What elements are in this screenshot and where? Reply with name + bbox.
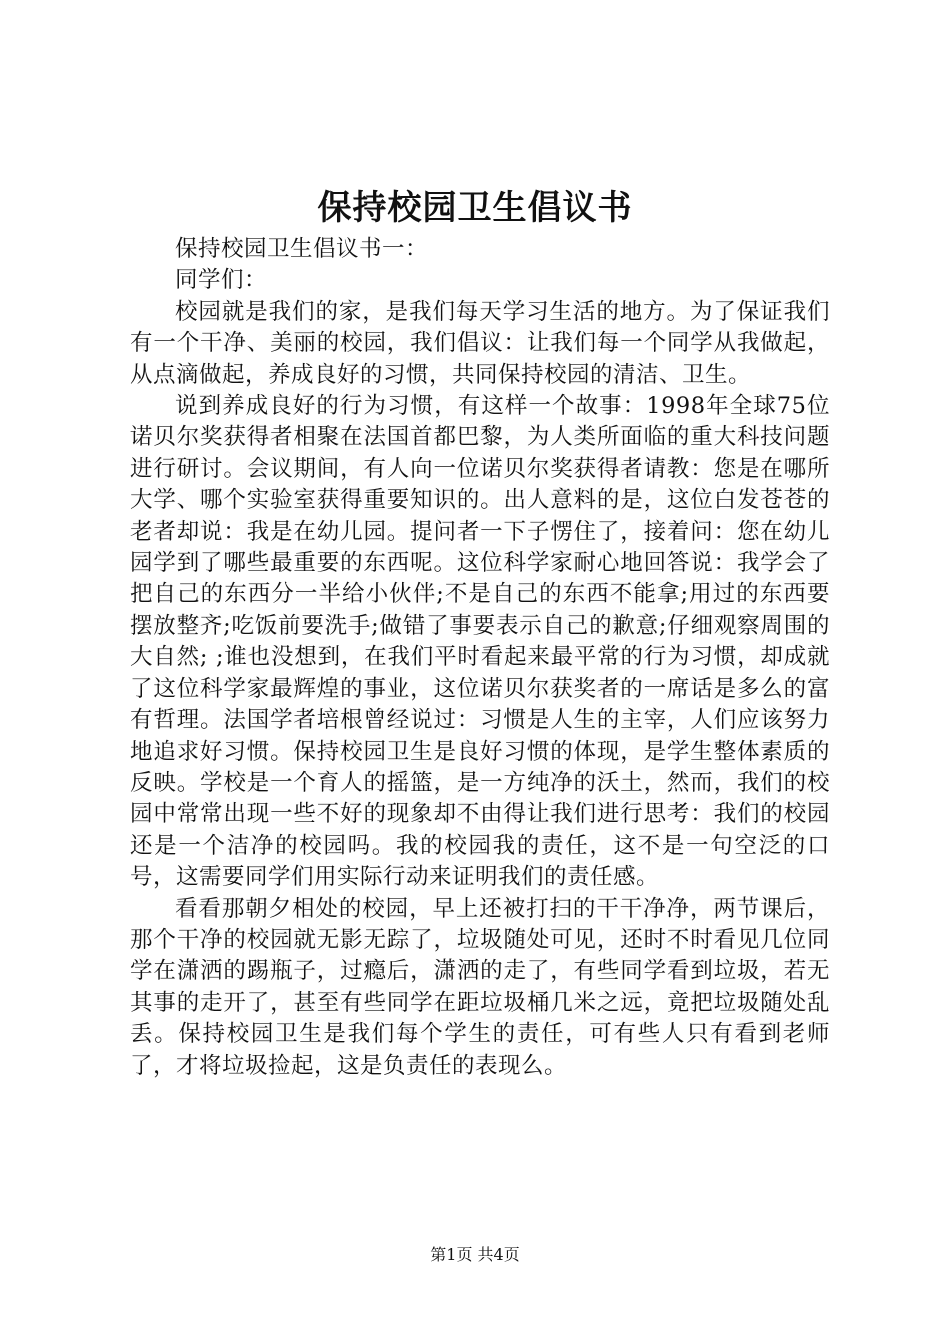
paragraph-story: 说到养成良好的行为习惯，有这样一个故事：1998年全球75位诺贝尔奖获得者相聚在法国首都巴黎，为人类所面临的重大科技问题进行研讨。会议期间，有人向一位诺贝尔奖获得者请教：您是在哪所大学、哪个实验室获得重要知识的。出人意料的是，这位白发苍苍的老者却说：我是在幼儿园。提问者一下子愣住了，接着问：您在幼儿园学到了哪些最重要的东西呢。这位科学家耐心地回答说：我学会了把自己的东西分一半给小伙伴;不是自己的东西不能拿;用过的东西要摆放整齐;吃饭前要洗手;做错了事要表示自己的歉意;仔细观察周围的大自然; ;谁也没想到，在我们平时看起来最平常的行为习惯，却成就了这位科学家最辉煌的事业，这位诺贝尔获奖者的一席话是多么的富有哲理。法国学者培根曾经说过：习惯是人生的主宰，人们应该努力地追求好习惯。保持校园卫生是良好习惯的体现，是学生整体素质的反映。学校是一个育人的摇篮，是一方纯净的沃土，然而，我们的校园中常常出现一些不好的现象却不由得让我们进行思考：我们的校园还是一个洁净的校园吗。我的校园我的责任，这不是一句空泛的口号，这需要同学们用实际行动来证明我们的责任感。 <box>130 393 830 891</box>
page-number: 第1页 共4页 <box>430 1245 520 1264</box>
document-title: 保持校园卫生倡议书 <box>317 188 633 228</box>
document-body <box>130 234 830 1082</box>
paragraph-intro: 校园就是我们的家，是我们每天学习生活的地方。为了保证我们有一个干净、美丽的校园，我们倡议：让我们每一个同学从我做起，从点滴做起，养成良好的习惯，共同保持校园的清洁、卫生。 <box>130 298 830 388</box>
section-heading: 保持校园卫生倡议书一： <box>175 236 429 262</box>
salutation: 同学们： <box>175 267 268 294</box>
paragraph-campus: 看看那朝夕相处的校园，早上还被打扫的干干净净，两节课后，那个干净的校园就无影无踪了，垃圾随处可见，还时不时看见几位同学在潇洒的踢瓶子，过瘾后，潇洒的走了，有些同学看到垃圾，若无其事的走开了，甚至有些同学在距垃圾桶几米之远，竟把垃圾随处乱丢。保持校园卫生是我们每个学生的责任，可有些人只有看到老师了，才将垃圾捡起，这是负责任的表现么。 <box>130 895 830 1079</box>
